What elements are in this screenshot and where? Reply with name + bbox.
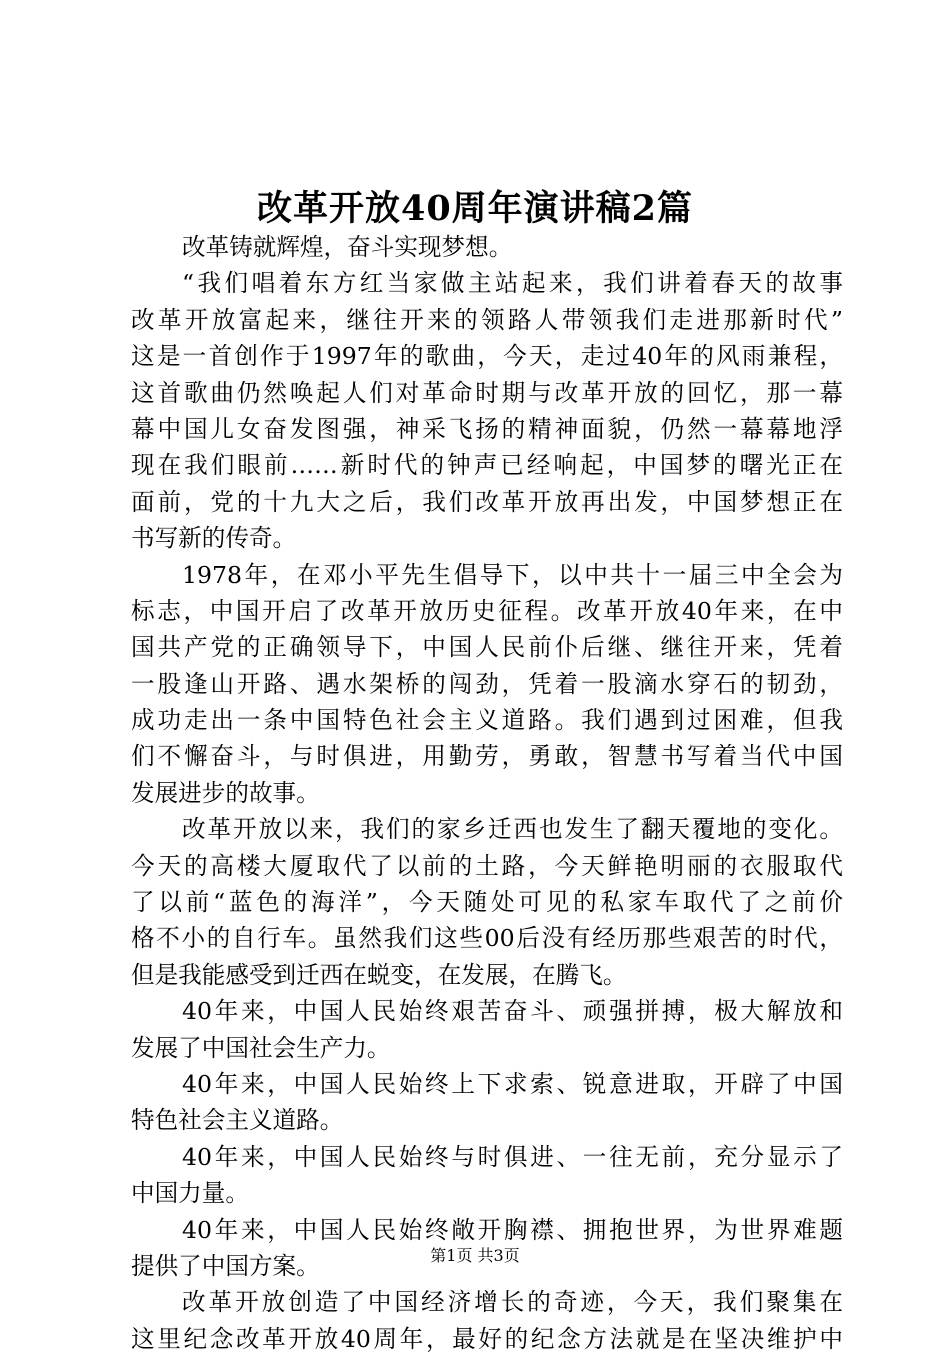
page-footer: 第1页 共3页: [430, 1246, 520, 1265]
text-line: 一股逢山开路、遇水架桥的闯劲，凭着一股滴水穿石的韧劲，: [131, 669, 843, 698]
text-line: 今天的高楼大厦取代了以前的土路，今天鲜艳明丽的衣服取代: [131, 851, 843, 880]
text-line: 1978年，在邓小平先生倡导下，以中共十一届三中全会为: [182, 560, 843, 589]
text-line: 们不懈奋斗，与时俱进，用勤劳，勇敢，智慧书写着当代中国: [131, 742, 843, 771]
text-line: 成功走出一条中国特色社会主义道路。我们遇到过困难，但我: [131, 706, 843, 735]
text-line: 40年来，中国人民始终与时俱进、一往无前，充分显示了: [182, 1142, 843, 1171]
text-line: 改革开放以来，我们的家乡迁西也发生了翻天覆地的变化。: [182, 815, 843, 844]
text-line: 改革铸就辉煌，奋斗实现梦想。: [182, 233, 513, 261]
text-line: 中国力量。: [131, 1179, 249, 1208]
document-body: [131, 229, 843, 1357]
text-line: 这是一首创作于1997年的歌曲，今天，走过40年的风雨兼程，: [131, 342, 843, 371]
text-line: 特色社会主义道路。: [131, 1106, 344, 1135]
text-line: 提供了中国方案。: [131, 1251, 320, 1280]
text-line: 幕中国儿女奋发图强，神采飞扬的精神面貌，仍然一幕幕地浮: [131, 414, 843, 443]
text-line: 发展了中国社会生产力。: [131, 1033, 391, 1062]
text-line: 改革开放创造了中国经济增长的奇迹，今天，我们聚集在: [182, 1288, 843, 1317]
text-line: 发展进步的故事。: [131, 778, 320, 807]
text-line: 改革开放富起来，继往开来的领路人带领我们走进那新时代”: [131, 305, 843, 334]
text-line: “我们唱着东方红当家做主站起来，我们讲着春天的故事: [182, 269, 843, 298]
text-line: 格不小的自行车。虽然我们这些00后没有经历那些艰苦的时代，: [131, 924, 843, 953]
text-line: 这里纪念改革开放40周年，最好的纪念方法就是在坚决维护中: [131, 1324, 843, 1353]
document-title: 改革开放40周年演讲稿2篇: [256, 188, 694, 229]
text-line: 40年来，中国人民始终艰苦奋斗、顽强拼搏，极大解放和: [182, 997, 843, 1026]
text-line: 40年来，中国人民始终上下求索、锐意进取，开辟了中国: [182, 1069, 843, 1098]
text-line: 国共产党的正确领导下，中国人民前仆后继、继往开来，凭着: [131, 633, 843, 662]
text-line: 面前，党的十九大之后，我们改革开放再出发，中国梦想正在: [131, 487, 843, 516]
text-line: 书写新的传奇。: [131, 524, 297, 553]
text-line: 但是我能感受到迁西在蜕变，在发展，在腾飞。: [131, 960, 627, 989]
text-line: 现在我们眼前……新时代的钟声已经响起，中国梦的曙光正在: [131, 451, 843, 480]
text-line: 了以前“蓝色的海洋”，今天随处可见的私家车取代了之前价: [131, 888, 843, 917]
text-line: 标志，中国开启了改革开放历史征程。改革开放40年来，在中: [131, 596, 843, 625]
text-line: 40年来，中国人民始终敞开胸襟、拥抱世界，为世界难题: [182, 1215, 843, 1244]
text-line: 这首歌曲仍然唤起人们对革命时期与改革开放的回忆，那一幕: [131, 378, 843, 407]
